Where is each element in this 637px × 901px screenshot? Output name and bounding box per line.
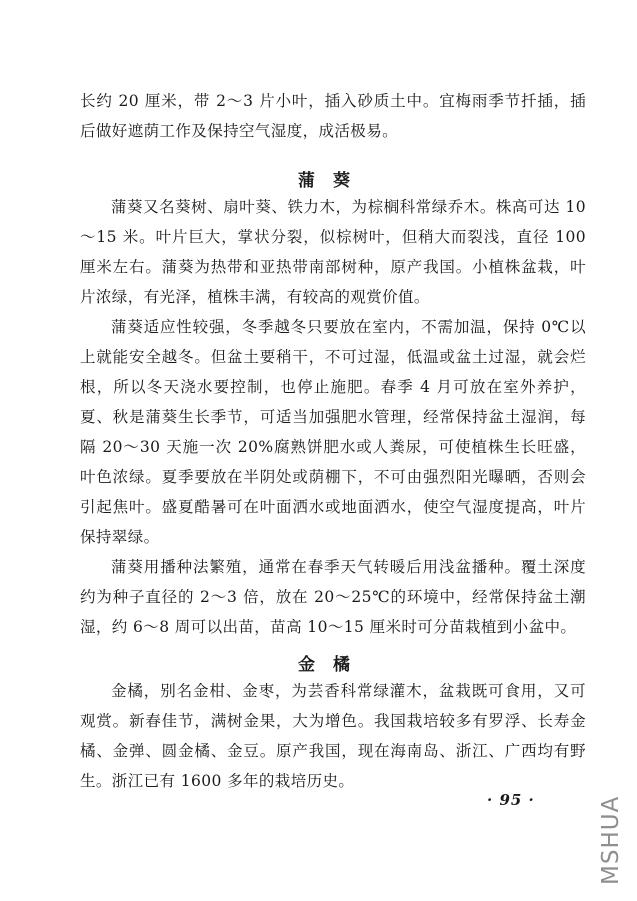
section-pukui-body (80, 192, 586, 642)
page-number: · 95 · (487, 791, 535, 809)
section-jinju-body (80, 676, 586, 796)
pukui-paragraph-2: 蒲葵适应性较强，冬季越冬只要放在室内，不需加温，保持 0℃以上就能安全越冬。但盆土要稍干，不可过湿，低温或盆土过湿，就会烂根，所以冬天浇水要控制，也停止施肥。春季 4 月可放在室外养护，夏、秋是蒲葵生长季节，可适当加强肥水管理，经常保持盆土湿润，每隔 20～30 天施一次 20%腐熟饼肥水或人粪尿，可使植株生长旺盛，叶色浓绿。夏季要放在半阴处或荫棚下，不可由强烈阳光曝晒，否则会引起焦叶。盛夏酷暑可在叶面洒水或地面洒水，使空气湿度提高，叶片保持翠绿。 (80, 318, 586, 546)
watermark-text: MSHUA (598, 795, 624, 885)
section-title-pukui: 蒲葵 (298, 171, 368, 191)
section-title-jinju: 金橘 (298, 655, 368, 675)
jinju-paragraph-1: 金橘，别名金柑、金枣，为芸香科常绿灌木，盆栽既可食用，又可观赏。新春佳节，满树金果，大为增色。我国栽培较多有罗浮、长寿金橘、金弹、圆金橘、金豆。原产我国，现在海南岛、浙江、广西均有野生。浙江已有 1600 多年的栽培历史。 (80, 682, 586, 790)
pukui-paragraph-1: 蒲葵又名葵树、扇叶葵、铁力木，为棕榈科常绿乔木。株高可达 10～15 米。叶片巨大，掌状分裂，似棕树叶，但稍大而裂浅，直径 100 厘米左右。蒲葵为热带和亚热带南部树种，原产我国。小植株盆栽，叶片浓绿，有光泽，植株丰满，有较高的观赏价值。 (80, 198, 586, 306)
intro-paragraph-block (80, 86, 586, 146)
pukui-paragraph-3: 蒲葵用播种法繁殖，通常在春季天气转暖后用浅盆播种。覆土深度约为种子直径的 2～3 倍，放在 20～25℃的环境中，经常保持盆土潮湿，约 6～8 周可以出苗，苗高 10～15 厘米时可分苗栽植到小盆中。 (80, 558, 586, 636)
intro-paragraph: 长约 20 厘米，带 2～3 片小叶，插入砂质土中。宜梅雨季节扦插，插后做好遮荫工作及保持空气湿度，成活极易。 (80, 92, 586, 140)
